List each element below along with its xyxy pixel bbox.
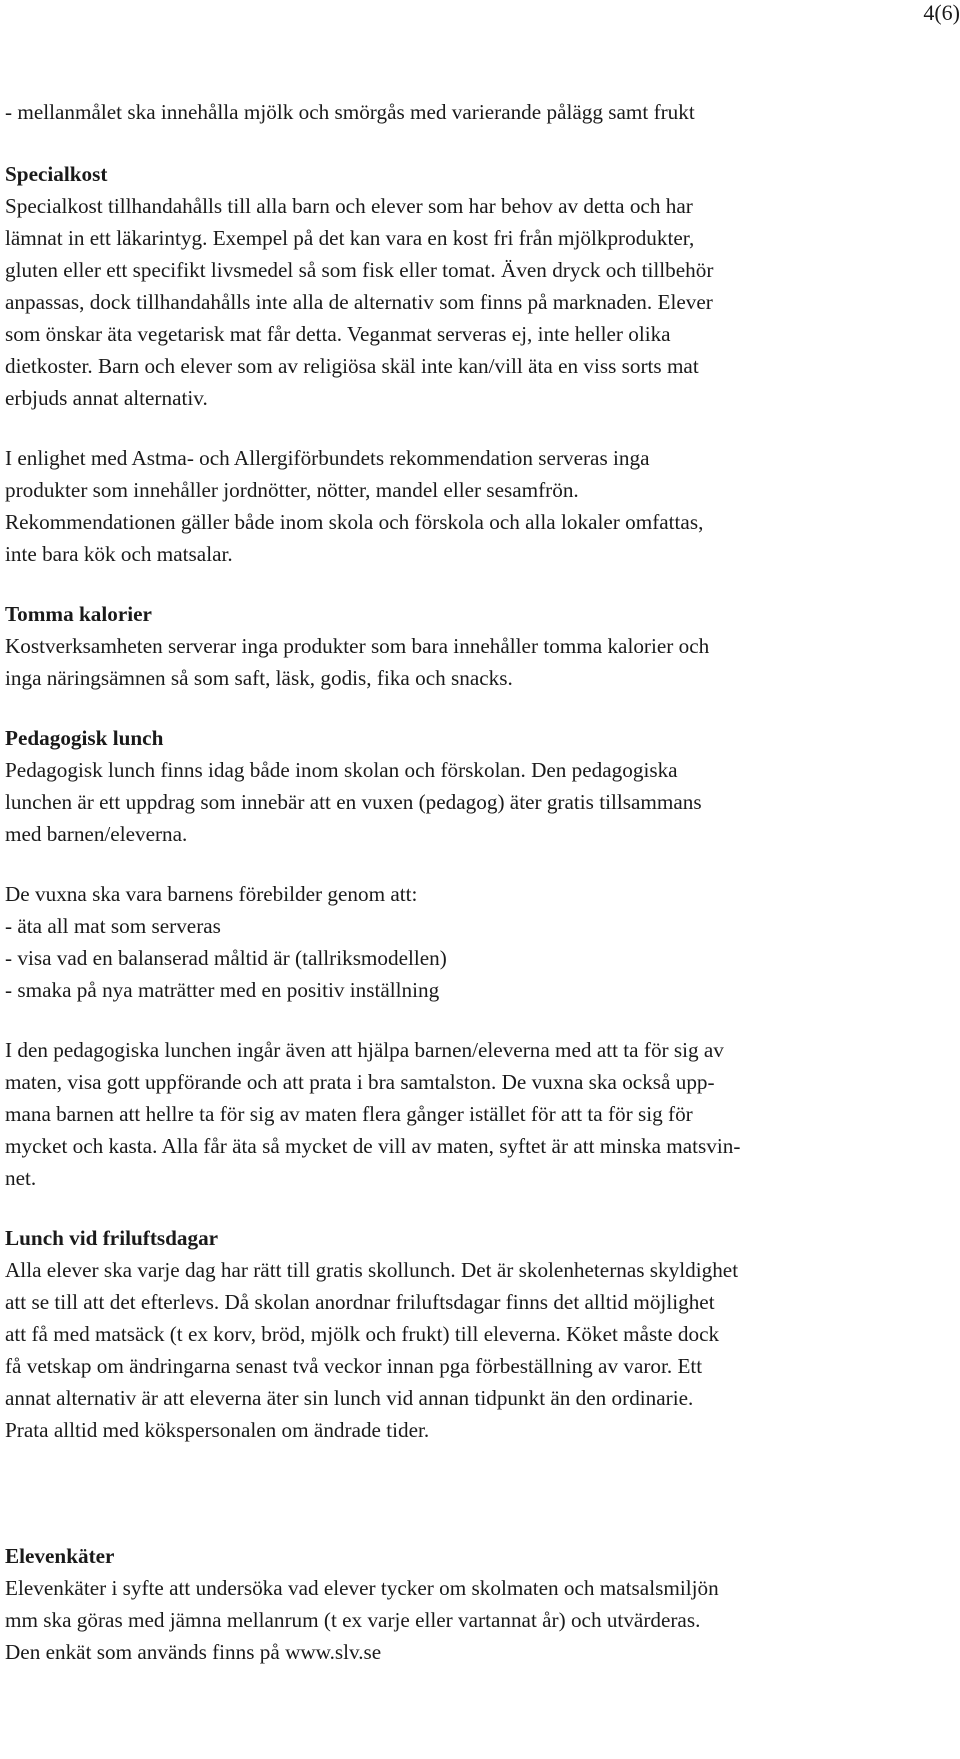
text-line: mm ska göras med jämna mellanrum (t ex varje eller vartannat år) och utvärderas. bbox=[5, 1608, 701, 1632]
paragraph-elevenkater bbox=[5, 1572, 945, 1668]
text-line: inga näringsämnen så som saft, läsk, godis, fika och snacks. bbox=[5, 666, 513, 690]
text-line: Kostverksamheten serverar inga produkter som bara innehåller tomma kalorier och bbox=[5, 634, 710, 658]
text-line: att få med matsäck (t ex korv, bröd, mjölk och frukt) till eleverna. Köket måste dock bbox=[5, 1322, 720, 1346]
paragraph-pedagogisk-lunch-2 bbox=[5, 878, 945, 1006]
text-line: Specialkost tillhandahålls till alla barn och elever som har behov av detta och har bbox=[5, 194, 693, 218]
text-line: annat alternativ är att eleverna äter sin lunch vid annan tidpunkt än den ordinarie. bbox=[5, 1386, 694, 1410]
paragraph-specialkost-1 bbox=[5, 190, 945, 414]
text-line: Prata alltid med kökspersonalen om ändrade tider. bbox=[5, 1418, 430, 1442]
paragraph-lunch-friluftsdagar bbox=[5, 1254, 945, 1446]
text-line: erbjuds annat alternativ. bbox=[5, 386, 208, 410]
text-line: med barnen/eleverna. bbox=[5, 822, 188, 846]
text-line: gluten eller ett specifikt livsmedel så som fisk eller tomat. Även dryck och tillbehör bbox=[5, 258, 714, 282]
text-line: De vuxna ska vara barnens förebilder genom att: bbox=[5, 882, 418, 906]
section-tomma-kalorier bbox=[5, 598, 945, 694]
intro-line: - mellanmålet ska innehålla mjölk och smörgås med varierande pålägg samt frukt bbox=[5, 100, 695, 124]
text-line: inte bara kök och matsalar. bbox=[5, 542, 233, 566]
section-lunch-friluftsdagar bbox=[5, 1222, 945, 1446]
text-line: net. bbox=[5, 1166, 37, 1190]
text-line: få vetskap om ändringarna senast två veckor innan pga förbeställning av varor. Ett bbox=[5, 1354, 703, 1378]
text-line: dietkoster. Barn och elever som av religiösa skäl inte kan/vill äta en viss sorts mat bbox=[5, 354, 699, 378]
paragraph-tomma-kalorier bbox=[5, 630, 945, 694]
section-heading-pedagogisk-lunch: Pedagogisk lunch bbox=[5, 726, 164, 750]
paragraph-pedagogisk-lunch-1 bbox=[5, 754, 945, 850]
section-elevenkater bbox=[5, 1540, 945, 1668]
text-line: som önskar äta vegetarisk mat får detta. Veganmat serveras ej, inte heller olika bbox=[5, 322, 671, 346]
text-line: Pedagogisk lunch finns idag både inom skolan och förskolan. Den pedagogiska bbox=[5, 758, 678, 782]
text-line: maten, visa gott uppförande och att prata i bra samtalston. De vuxna ska också upp- bbox=[5, 1070, 715, 1094]
text-line: att se till att det efterlevs. Då skolan anordnar friluftsdagar finns det alltid möjlighet bbox=[5, 1290, 715, 1314]
list-item: - äta all mat som serveras bbox=[5, 914, 221, 938]
list-item: - visa vad en balanserad måltid är (tallriksmodellen) bbox=[5, 946, 447, 970]
text-line: lunchen är ett uppdrag som innebär att en vuxen (pedagog) äter gratis tillsammans bbox=[5, 790, 702, 814]
document-body bbox=[5, 96, 945, 1668]
text-line: mana barnen att hellre ta för sig av maten flera gånger istället för att ta för sig för bbox=[5, 1102, 693, 1126]
section-heading-elevenkater: Elevenkäter bbox=[5, 1544, 115, 1568]
text-line: Elevenkäter i syfte att undersöka vad elever tycker om skolmaten och matsalsmiljön bbox=[5, 1576, 719, 1600]
section-heading-lunch-friluftsdagar: Lunch vid friluftsdagar bbox=[5, 1226, 219, 1250]
section-specialkost bbox=[5, 158, 945, 570]
text-line: Rekommendationen gäller både inom skola och förskola och alla lokaler omfattas, bbox=[5, 510, 704, 534]
text-line: lämnat in ett läkarintyg. Exempel på det kan vara en kost fri från mjölkprodukter, bbox=[5, 226, 695, 250]
list-item: - smaka på nya maträtter med en positiv inställning bbox=[5, 978, 440, 1002]
text-line: produkter som innehåller jordnötter, nötter, mandel eller sesamfrön. bbox=[5, 478, 579, 502]
text-line: I den pedagogiska lunchen ingår även att hjälpa barnen/eleverna med att ta för sig av bbox=[5, 1038, 724, 1062]
section-heading-specialkost: Specialkost bbox=[5, 162, 108, 186]
text-line: Alla elever ska varje dag har rätt till gratis skollunch. Det är skolenheternas skyldighet bbox=[5, 1258, 739, 1282]
paragraph-pedagogisk-lunch-3 bbox=[5, 1034, 945, 1194]
section-pedagogisk-lunch bbox=[5, 722, 945, 1194]
text-line: anpassas, dock tillhandahålls inte alla de alternativ som finns på marknaden. Elever bbox=[5, 290, 713, 314]
paragraph-specialkost-2 bbox=[5, 442, 945, 570]
text-line: mycket och kasta. Alla får äta så mycket de vill av maten, syftet är att minska matsvin- bbox=[5, 1134, 741, 1158]
page-number: 4(6) bbox=[923, 0, 960, 25]
section-heading-tomma-kalorier: Tomma kalorier bbox=[5, 602, 152, 626]
text-line: I enlighet med Astma- och Allergiförbundets rekommendation serveras inga bbox=[5, 446, 650, 470]
text-line: Den enkät som används finns på www.slv.se bbox=[5, 1640, 382, 1664]
